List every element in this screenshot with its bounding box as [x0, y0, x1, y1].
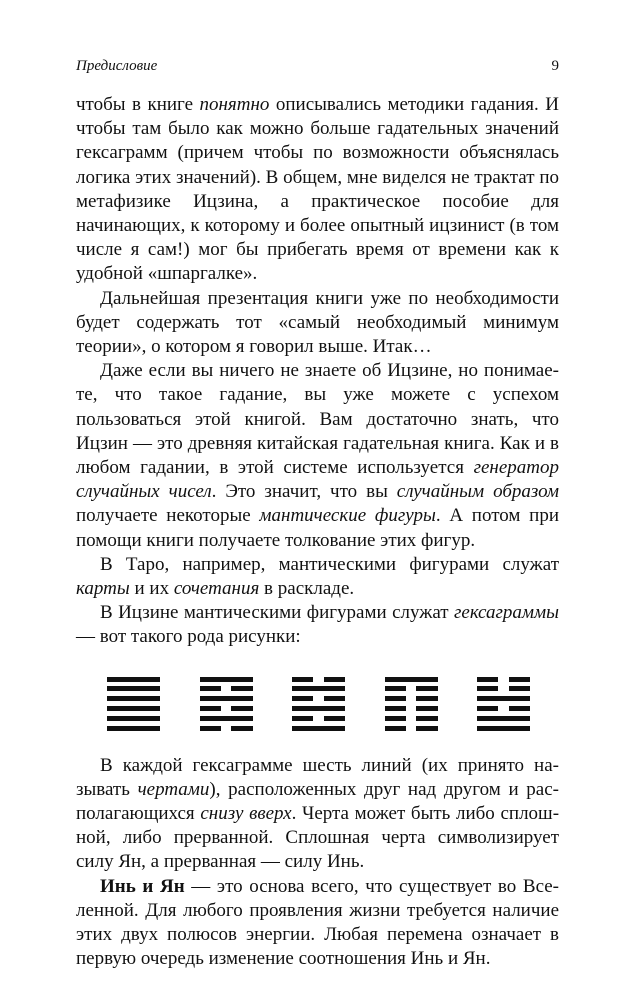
- yang-line: [107, 706, 160, 711]
- text-run: . Черта может быть либо сплошной, либо прерванной. Сплошная черта символизирует силу Ян, а прерванная — силу Инь.: [76, 803, 560, 873]
- yang-line: [477, 726, 530, 731]
- text-run: и их: [129, 578, 174, 600]
- yin-line: [477, 706, 530, 711]
- yang-line: [107, 716, 160, 721]
- paragraph: [76, 93, 559, 287]
- yin-line: [385, 686, 438, 691]
- yang-line: [107, 677, 160, 682]
- text-run: получаете некоторые: [76, 505, 260, 527]
- yang-line: [292, 706, 345, 711]
- yang-line: [477, 716, 530, 721]
- yang-line: [385, 677, 438, 682]
- text-run: Даже если вы ничего не знаете об Ицзине, но понимаете, что такое гадание, вы уже можете с успехом пользоваться этой книгой. Вам достаточно знать, что Ицзин — это древняя китайская гадательная книга. Как и в любом гадании, в этой системе используется: [76, 360, 559, 479]
- text-run: чтобы в книге: [76, 94, 200, 115]
- italic-text: карты: [76, 578, 130, 600]
- yin-line: [200, 706, 253, 711]
- italic-text: чертами: [137, 778, 210, 800]
- yang-line: [292, 726, 345, 731]
- italic-text: мантические фигуры: [259, 505, 436, 527]
- chapter-title: Предисловие: [76, 58, 158, 74]
- paragraph: [76, 754, 559, 875]
- yang-line: [200, 677, 253, 682]
- italic-text: случайным образом: [396, 481, 559, 503]
- italic-text: генератор случайных чисел: [76, 457, 559, 503]
- text-run: описывались методики гадания. И чтобы там было как можно больше гадательных значений гексаграмм (причем чтобы по возможности объяснялась логика этих значений). В общем, мне виделся не трактат по метафизике Ицзина, а практическое пособие для начинающих, к которому и более опытный ицзинист (в том числе я сам!) мог бы прибегать время от времени как к удобной «шпаргалке».: [76, 94, 559, 285]
- text-run: В каждой гексаграмме шесть линий (их принято называть: [76, 754, 559, 800]
- hexagram-3: [292, 677, 345, 731]
- paragraph: [76, 287, 559, 360]
- text-run: . Это значит, что вы: [211, 481, 397, 503]
- italic-text: сочетания: [173, 578, 260, 600]
- yang-line: [200, 696, 253, 701]
- hexagram-5: [477, 677, 530, 731]
- text-run: . А потом при помощи книги получаете толкование этих фигур.: [76, 505, 559, 551]
- yang-line: [107, 726, 160, 731]
- paragraph: [76, 601, 559, 649]
- italic-text: понятно: [199, 94, 270, 115]
- yin-line: [292, 696, 345, 701]
- text-run: В Таро, например, мантическими фигурами служат: [100, 553, 559, 575]
- text-run: в раскладе.: [259, 578, 355, 600]
- yang-line: [107, 686, 160, 691]
- yang-line: [107, 696, 160, 701]
- yin-line: [292, 677, 345, 682]
- yang-line: [200, 716, 253, 721]
- yin-line: [385, 726, 438, 731]
- yang-line: [292, 686, 345, 691]
- running-head: [76, 58, 559, 75]
- text-run: Дальнейшая презентация книги уже по необходимости будет содержать тот «самый необходимый минимум теории», о котором я говорил выше. Итак…: [76, 287, 559, 358]
- hexagram-1: [107, 677, 160, 731]
- yin-line: [200, 726, 253, 731]
- text-run: — вот такого рода рисунки:: [76, 626, 301, 648]
- body-text-continued: [76, 754, 559, 972]
- hexagram-2: [200, 677, 253, 731]
- yin-line: [477, 677, 530, 682]
- hexagram-figures: [76, 677, 559, 731]
- hexagram-4: [385, 677, 438, 731]
- paragraph: [76, 875, 559, 972]
- book-page: [76, 58, 559, 972]
- text-run: — это основа всего, что существует во Вселенной. Для любого проявления жизни требуется наличие этих двух полюсов энергии. Любая перемена означает в первую очередь изменение соотношения Инь и Ян.: [76, 875, 559, 970]
- text-run: В Ицзине мантическими фигурами служат: [100, 602, 455, 624]
- paragraph: [76, 553, 559, 601]
- paragraph: [76, 359, 559, 553]
- text-run: ), расположенных друг над другом и располагающихся: [76, 778, 559, 825]
- yin-line: [385, 706, 438, 711]
- italic-text: гексаграммы: [454, 602, 559, 624]
- italic-text: снизу вверх: [200, 803, 292, 825]
- yang-line: [477, 696, 530, 701]
- yin-line: [292, 716, 345, 721]
- page-number: 9: [551, 58, 559, 74]
- yin-line: [385, 696, 438, 701]
- yin-line: [200, 686, 253, 691]
- body-text: [76, 93, 559, 650]
- bold-text: Инь и Ян: [100, 875, 185, 897]
- yin-line: [477, 686, 530, 691]
- yin-line: [385, 716, 438, 721]
